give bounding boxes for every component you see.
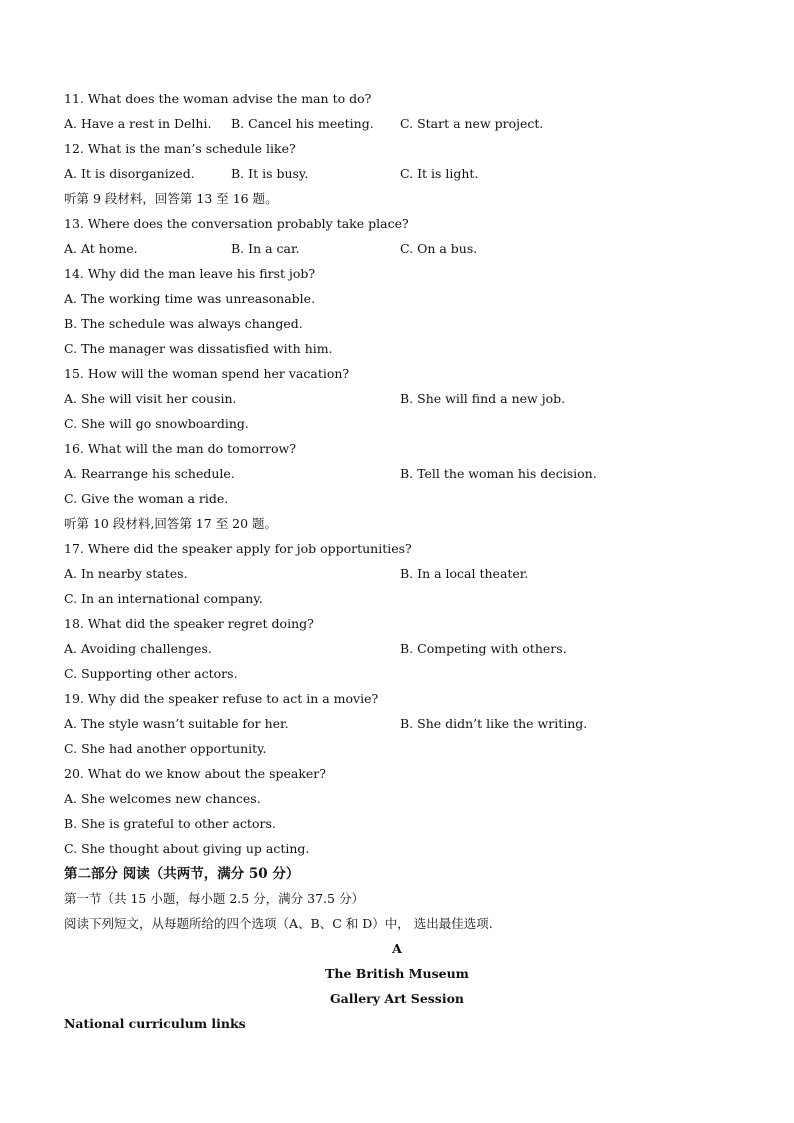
question-20: 20. What do we know about the speaker? bbox=[64, 766, 326, 781]
question-14: 14. Why did the man leave his first job? bbox=[64, 266, 316, 281]
option-b: B. She didn’t like the writing. bbox=[400, 716, 588, 731]
section-10-instruction: 听第 10 段材料,回答第 17 至 20 题。 bbox=[64, 516, 278, 531]
option-a: A. Rearrange his schedule. bbox=[64, 466, 235, 481]
option-c: C. Start a new project. bbox=[400, 116, 544, 131]
option-c: C. In an international company. bbox=[64, 591, 263, 606]
option-c: C. The manager was dissatisfied with him. bbox=[64, 341, 333, 356]
option-c: C. She had another opportunity. bbox=[64, 741, 267, 756]
option-c: C. It is light. bbox=[400, 166, 479, 181]
question-11: 11. What does the woman advise the man to do? bbox=[64, 91, 372, 106]
part2-subtitle: 第一节（共 15 小题，每小题 2.5 分，满分 37.5 分） bbox=[64, 891, 364, 906]
options-11 bbox=[64, 115, 744, 140]
options-12 bbox=[64, 165, 744, 190]
option-a: A. Avoiding challenges. bbox=[64, 641, 212, 656]
part2-directions: 阅读下列短文，从每题所给的四个选项（A、B、C 和 D）中， 选出最佳选项. bbox=[64, 916, 493, 931]
passage-subtitle: Gallery Art Session bbox=[329, 991, 465, 1006]
option-a: A. In nearby states. bbox=[64, 566, 188, 581]
question-16: 16. What will the man do tomorrow? bbox=[64, 441, 296, 456]
option-c: C. She will go snowboarding. bbox=[64, 416, 249, 431]
options-15-ab bbox=[64, 390, 744, 415]
option-c: C. Give the woman a ride. bbox=[64, 491, 229, 506]
option-b: B. In a car. bbox=[231, 241, 300, 256]
option-c: C. On a bus. bbox=[400, 241, 478, 256]
option-c: C. Supporting other actors. bbox=[64, 666, 238, 681]
section-heading: National curriculum links bbox=[64, 1016, 246, 1031]
question-13: 13. Where does the conversation probably take place? bbox=[64, 216, 409, 231]
options-17-ab bbox=[64, 565, 744, 590]
question-19: 19. Why did the speaker refuse to act in a movie? bbox=[64, 691, 379, 706]
option-b: B. Competing with others. bbox=[400, 641, 567, 656]
option-a: A. At home. bbox=[64, 241, 138, 256]
part2-title: 第二部分 阅读（共两节，满分 50 分） bbox=[64, 866, 300, 882]
option-b: B. In a local theater. bbox=[400, 566, 529, 581]
exam-page bbox=[64, 90, 744, 1040]
option-a: A. The working time was unreasonable. bbox=[64, 291, 316, 306]
question-18: 18. What did the speaker regret doing? bbox=[64, 616, 314, 631]
option-a: A. She welcomes new chances. bbox=[64, 791, 261, 806]
question-15: 15. How will the woman spend her vacation? bbox=[64, 366, 350, 381]
option-b: B. She is grateful to other actors. bbox=[64, 816, 276, 831]
question-17: 17. Where did the speaker apply for job opportunities? bbox=[64, 541, 412, 556]
option-a: A. The style wasn’t suitable for her. bbox=[64, 716, 289, 731]
options-19-ab bbox=[64, 715, 744, 740]
option-a: A. It is disorganized. bbox=[64, 166, 195, 181]
options-16-ab bbox=[64, 465, 744, 490]
option-b: B. She will find a new job. bbox=[400, 391, 566, 406]
option-b: B. Cancel his meeting. bbox=[231, 116, 374, 131]
option-a: A. She will visit her cousin. bbox=[64, 391, 237, 406]
section-9-instruction: 听第 9 段材料，回答第 13 至 16 题。 bbox=[64, 191, 278, 206]
option-b: B. Tell the woman his decision. bbox=[400, 466, 597, 481]
passage-letter: A bbox=[392, 941, 402, 956]
option-b: B. The schedule was always changed. bbox=[64, 316, 303, 331]
option-b: B. It is busy. bbox=[231, 166, 309, 181]
option-c: C. She thought about giving up acting. bbox=[64, 841, 310, 856]
question-12: 12. What is the man’s schedule like? bbox=[64, 141, 296, 156]
options-18-ab bbox=[64, 640, 744, 665]
passage-title: The British Museum bbox=[325, 966, 469, 981]
option-a: A. Have a rest in Delhi. bbox=[64, 116, 212, 131]
options-13 bbox=[64, 240, 744, 265]
